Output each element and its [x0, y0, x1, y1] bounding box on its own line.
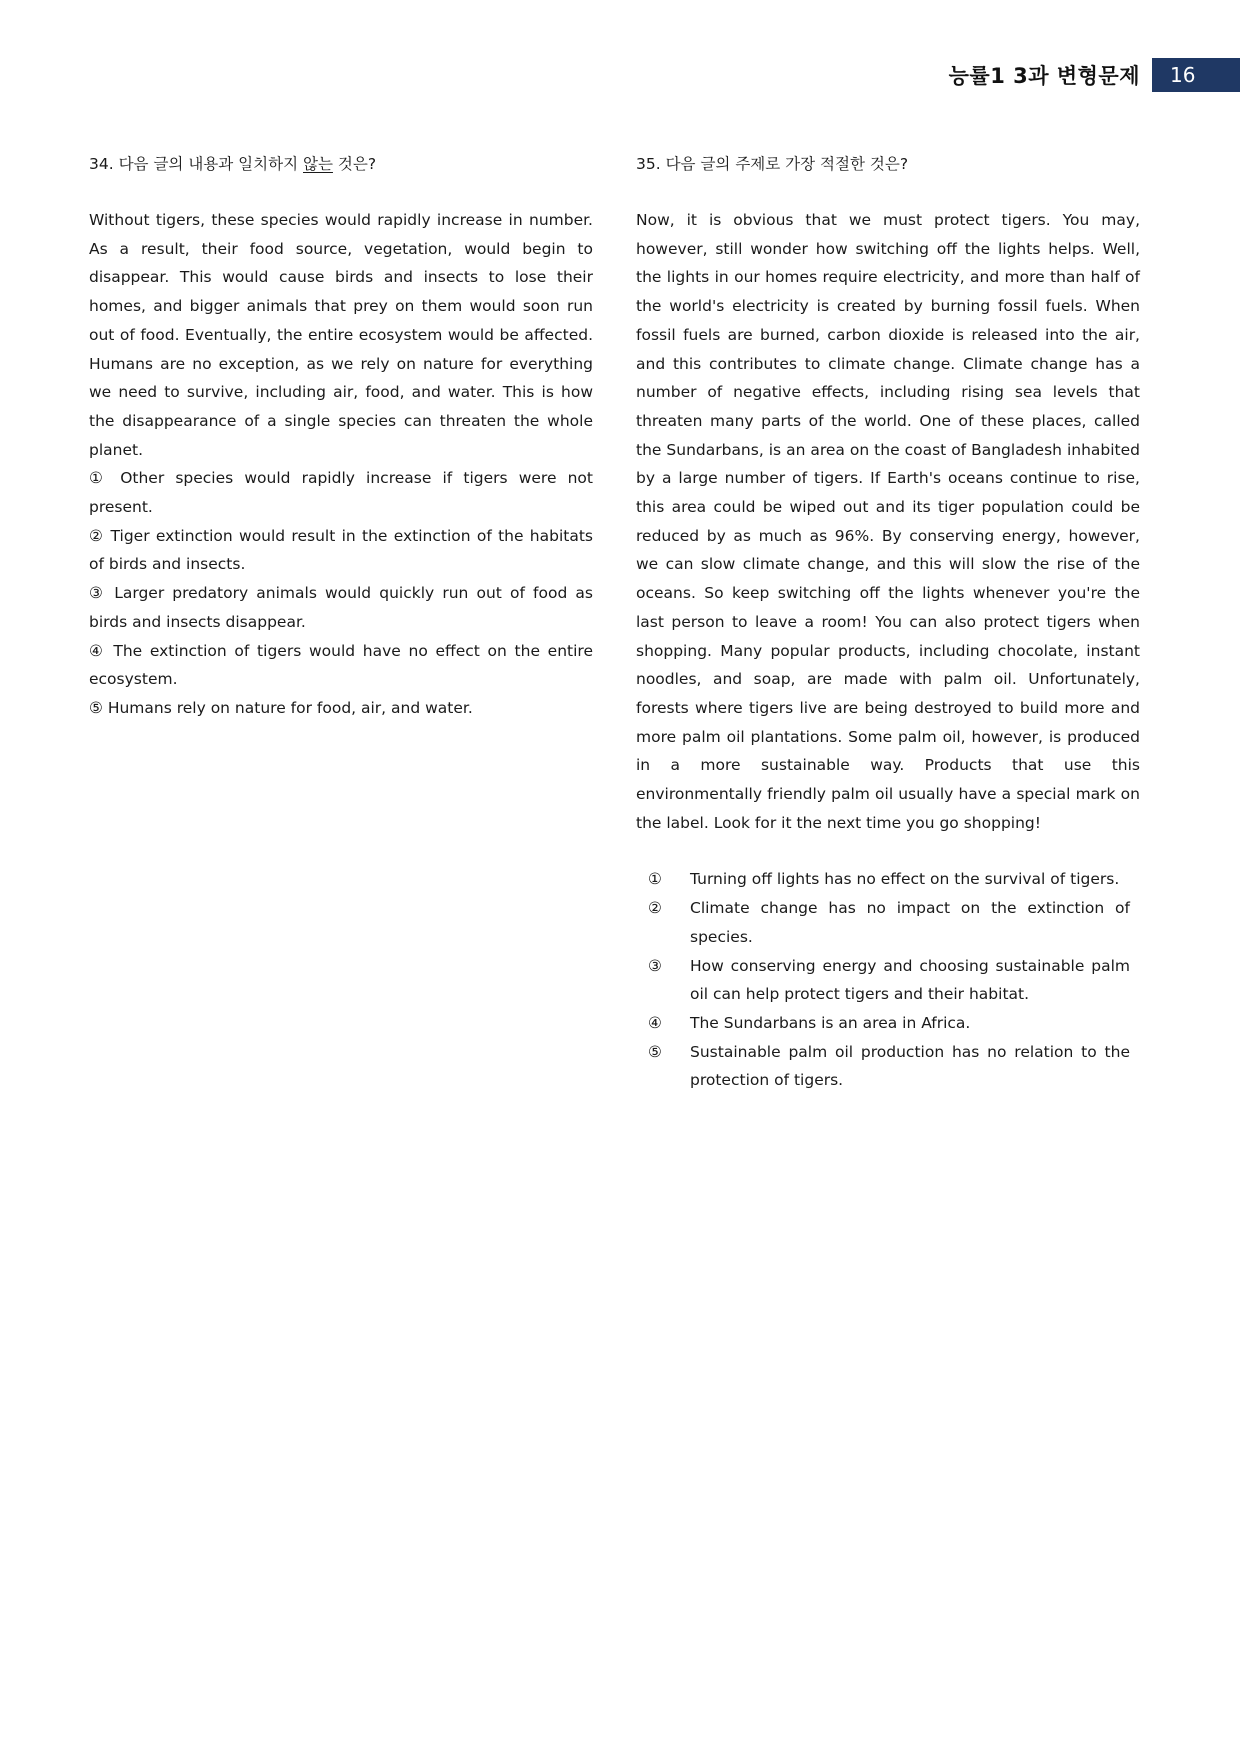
- question-34-prompt-end: 것은?: [332, 155, 377, 173]
- choice-35-5-text: Sustainable palm oil production has no relation to the protection of tigers.: [690, 1042, 1130, 1090]
- choice-34-3[interactable]: ③ Larger predatory animals would quickly run out of food as birds and insects disappear.: [89, 584, 593, 631]
- question-35-choices: [636, 865, 1140, 1095]
- question-34-choices: [89, 464, 593, 722]
- choice-34-4[interactable]: ④ The extinction of tigers would have no effect on the entire ecosystem.: [89, 641, 593, 689]
- question-34-prompt: [89, 150, 593, 178]
- question-35: [636, 150, 1140, 1111]
- choice-35-1-number: ①: [648, 870, 662, 889]
- question-34: [89, 150, 593, 723]
- page-number-badge: 16: [1152, 58, 1240, 92]
- choice-35-1[interactable]: [636, 865, 1140, 894]
- question-35-passage: Now, it is obvious that we must protect tigers. You may, however, still wonder how switching off the lights helps. Well, the lights in our homes require electricity, and more than half of the world's electricity is created by burning fossil fuels. When fossil fuels are burned, carbon dioxide is released into the air, and this contributes to climate change. Climate change has a number of negative effects, including rising sea levels that threaten many parts of the world. One of these places, called the Sundarbans, is an area on the coast of Bangladesh inhabited by a large number of tigers. If Earth's oceans continue to rise, this area could be wiped out and its tiger population could be reduced by as much as 96%. By conserving energy, however, we can slow climate change, and this will slow the rise of the oceans. So keep switching off the lights whenever you're the last person to leave a room! You can also protect tigers when shopping. Many popular products, including chocolate, instant noodles, and soap, are made with palm oil. Unfortunately, forests where tigers live are being destroyed to build more and more palm oil plantations. Some palm oil, however, is produced in a more sustainable way. Products that use this environmentally friendly palm oil usually have a special mark on the label. Look for it the next time you go shopping!: [636, 211, 1140, 832]
- choice-35-5-number: ⑤: [648, 1042, 662, 1061]
- choice-35-3[interactable]: [636, 952, 1140, 1009]
- lesson-title: 능률1 3과 변형문제: [948, 64, 1140, 88]
- choice-35-4[interactable]: [636, 1009, 1140, 1038]
- choice-35-1-text: Turning off lights has no effect on the survival of tigers.: [690, 870, 1120, 889]
- choice-35-3-text: How conserving energy and choosing sustainable palm oil can help protect tigers and their habitat.: [690, 956, 1130, 1004]
- choice-34-2[interactable]: ② Tiger extinction would result in the extinction of the habitats of birds and insects.: [89, 526, 593, 574]
- choice-35-2-text: Climate change has no impact on the extinction of species.: [690, 899, 1130, 946]
- choice-35-2[interactable]: [636, 894, 1140, 951]
- choice-35-4-text: The Sundarbans is an area in Africa.: [690, 1013, 971, 1032]
- choice-35-2-number: ②: [648, 899, 662, 918]
- question-34-prompt-underlined: 않는: [303, 155, 333, 173]
- page-header: [949, 58, 1240, 92]
- question-34-prompt-start: 34. 다음 글의 내용과 일치하지: [89, 155, 303, 173]
- choice-35-4-number: ④: [648, 1013, 662, 1032]
- choice-35-3-number: ③: [648, 956, 662, 975]
- choice-35-5[interactable]: [636, 1038, 1140, 1095]
- question-34-passage: Without tigers, these species would rapidly increase in number. As a result, their food source, vegetation, would begin to disappear. This would cause birds and insects to lose their homes, and bigger animals that prey on them would soon run out of food. Eventually, the entire ecosystem would be affected. Humans are no exception, as we rely on nature for everything we need to survive, including air, food, and water. This is how the disappearance of a single species can threaten the whole planet.: [89, 211, 593, 459]
- question-35-prompt: 35. 다음 글의 주제로 가장 적절한 것은?: [636, 155, 909, 173]
- choice-34-5[interactable]: ⑤ Humans rely on nature for food, air, and water.: [89, 698, 473, 717]
- choice-34-1[interactable]: ① Other species would rapidly increase if tigers were not present.: [89, 469, 593, 517]
